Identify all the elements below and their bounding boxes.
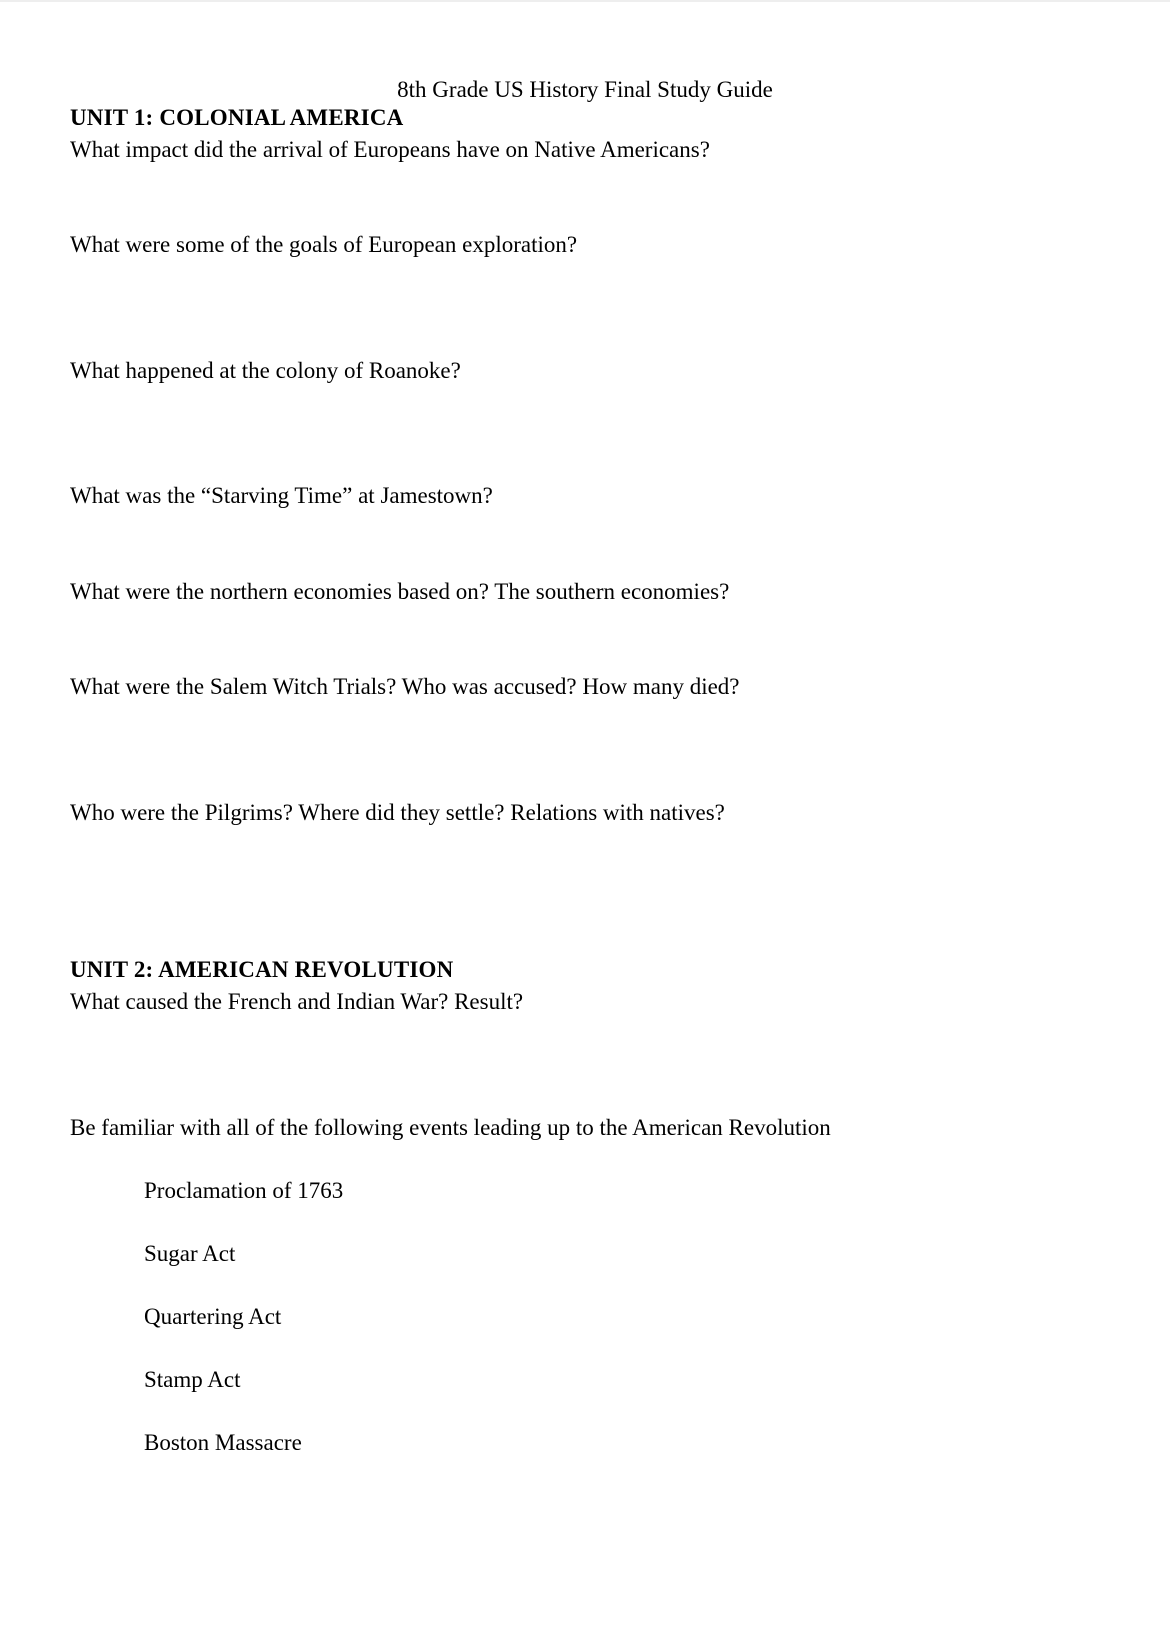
unit-1-question-1: What impact did the arrival of Europeans have on Native Americans? xyxy=(70,137,710,162)
unit-2-question-1: What caused the French and Indian War? Result? xyxy=(70,989,524,1014)
unit-1-question-3: What happened at the colony of Roanoke? xyxy=(70,358,461,383)
unit-1-question-7: Who were the Pilgrims? Where did they settle? Relations with natives? xyxy=(70,800,725,825)
unit-1-heading: UNIT 1: COLONIAL AMERICA xyxy=(70,105,404,130)
unit-1-question-4: What was the “Starving Time” at Jamestown? xyxy=(70,483,493,508)
unit-1-question-6: What were the Salem Witch Trials? Who was accused? How many died? xyxy=(70,674,740,699)
event-item: Stamp Act xyxy=(144,1367,241,1392)
event-item: Sugar Act xyxy=(144,1241,236,1266)
event-item: Proclamation of 1763 xyxy=(144,1178,344,1203)
unit-2-question-2: Be familiar with all of the following events leading up to the American Revolution xyxy=(70,1115,831,1140)
document-title: 8th Grade US History Final Study Guide xyxy=(397,77,773,102)
unit-1-question-5: What were the northern economies based on? The southern economies? xyxy=(70,579,730,604)
event-item: Quartering Act xyxy=(144,1304,282,1329)
unit-2-heading: UNIT 2: AMERICAN REVOLUTION xyxy=(70,957,454,982)
event-item: Boston Massacre xyxy=(144,1430,302,1455)
page-top-edge xyxy=(0,0,1170,2)
unit-1-question-2: What were some of the goals of European exploration? xyxy=(70,232,578,257)
